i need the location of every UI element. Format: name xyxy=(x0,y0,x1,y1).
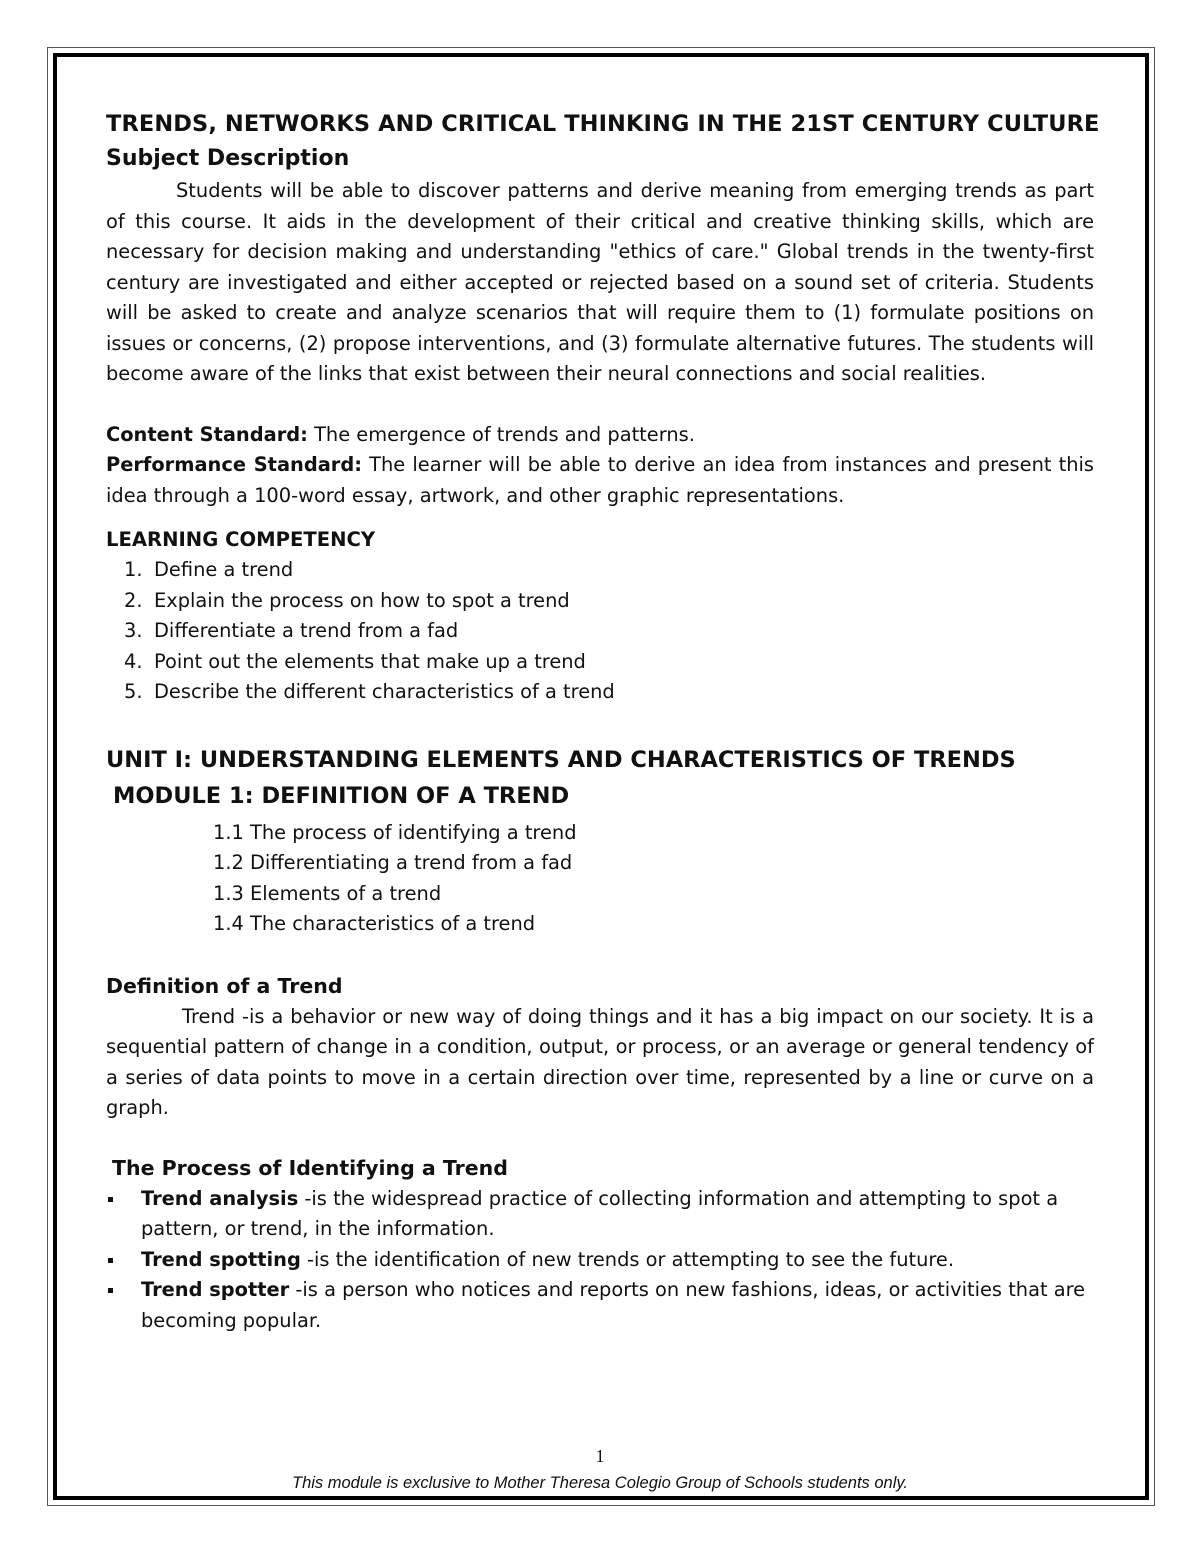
learning-competency-heading: LEARNING COMPETENCY xyxy=(106,528,376,551)
performance-standard-label: Performance Standard: xyxy=(106,453,363,476)
list-item: Trend spotter -is a person who notices and reports on new fashions, ideas, or activities that are becoming popular. xyxy=(106,1275,1094,1336)
performance-standard xyxy=(106,450,1094,511)
module-topics xyxy=(213,818,1094,940)
content-standard-label: Content Standard: xyxy=(106,422,308,446)
list-item: Trend spotting -is the identification of new trends or attempting to see the future. xyxy=(106,1245,1094,1276)
content-standard xyxy=(106,420,1094,451)
list-item: Trend analysis -is the widespread practice of collecting information and attempting to spot a pattern, or trend, in the information. xyxy=(106,1184,1094,1245)
learning-competency-list xyxy=(106,555,1094,708)
list-item: 1. Define a trend xyxy=(124,558,294,581)
topic-item: 1.2 Differentiating a trend from a fad xyxy=(213,851,573,874)
unit-title: UNIT I: UNDERSTANDING ELEMENTS AND CHARACTERISTICS OF TRENDS xyxy=(106,746,1016,773)
list-item: 4. Point out the elements that make up a trend xyxy=(124,649,586,673)
page-number: 1 xyxy=(595,1446,605,1466)
topic-item: 1.4 The characteristics of a trend xyxy=(213,912,536,935)
definition-text: Trend -is a behavior or new way of doing things and it has a big impact on our society. It is a sequential pattern of change in a condition, output, or process, or an average or general tendency of a series of data points to move in a certain direction over time, represented by a line or curve on a graph. xyxy=(106,1004,1094,1119)
list-item: 3. Differentiate a trend from a fad xyxy=(124,619,459,642)
bullet-icon xyxy=(108,1197,113,1202)
list-item: 2. Explain the process on how to spot a trend xyxy=(124,588,570,612)
subject-description-text: Students will be able to discover patterns and derive meaning from emerging trends as part of this course. It aids in the development of their critical and creative thinking skills, which are necessary for decision making and understanding "ethics of care." Global trends in the twenty-first century are investigated and either accepted or rejected based on a sound set of criteria. Students will be asked to create and analyze scenarios that will require them to (1) formulate positions on issues or concerns, (2) propose interventions, and (3) formulate alternative futures. The students will become aware of the links that exist between their neural connections and social realities. xyxy=(106,179,1094,385)
topic-item: 1.3 Elements of a trend xyxy=(213,881,442,905)
bullet-icon xyxy=(108,1258,113,1263)
document-title: TRENDS, NETWORKS AND CRITICAL THINKING IN THE 21ST CENTURY CULTURE xyxy=(106,111,1100,137)
content-standard-text: The emergence of trends and patterns. xyxy=(314,422,695,446)
module-title: MODULE 1: DEFINITION OF A TREND xyxy=(113,782,570,809)
footer-note: This module is exclusive to Mother Theresa Colegio Group of Schools students only. xyxy=(292,1474,908,1492)
process-list xyxy=(106,1184,1094,1337)
definition-heading: Definition of a Trend xyxy=(106,973,343,998)
page-content xyxy=(106,106,1100,1336)
list-item: 5. Describe the different characteristics of a trend xyxy=(124,680,615,703)
performance-standard-text: The learner will be able to derive an idea from instances and present this idea through a 100-word essay, artwork, and other graphic representations. xyxy=(106,453,1095,507)
topic-item: 1.1 The process of identifying a trend xyxy=(213,820,577,844)
process-heading: The Process of Identifying a Trend xyxy=(112,1155,508,1180)
subject-description-heading: Subject Description xyxy=(106,146,350,171)
bullet-icon xyxy=(108,1288,113,1293)
